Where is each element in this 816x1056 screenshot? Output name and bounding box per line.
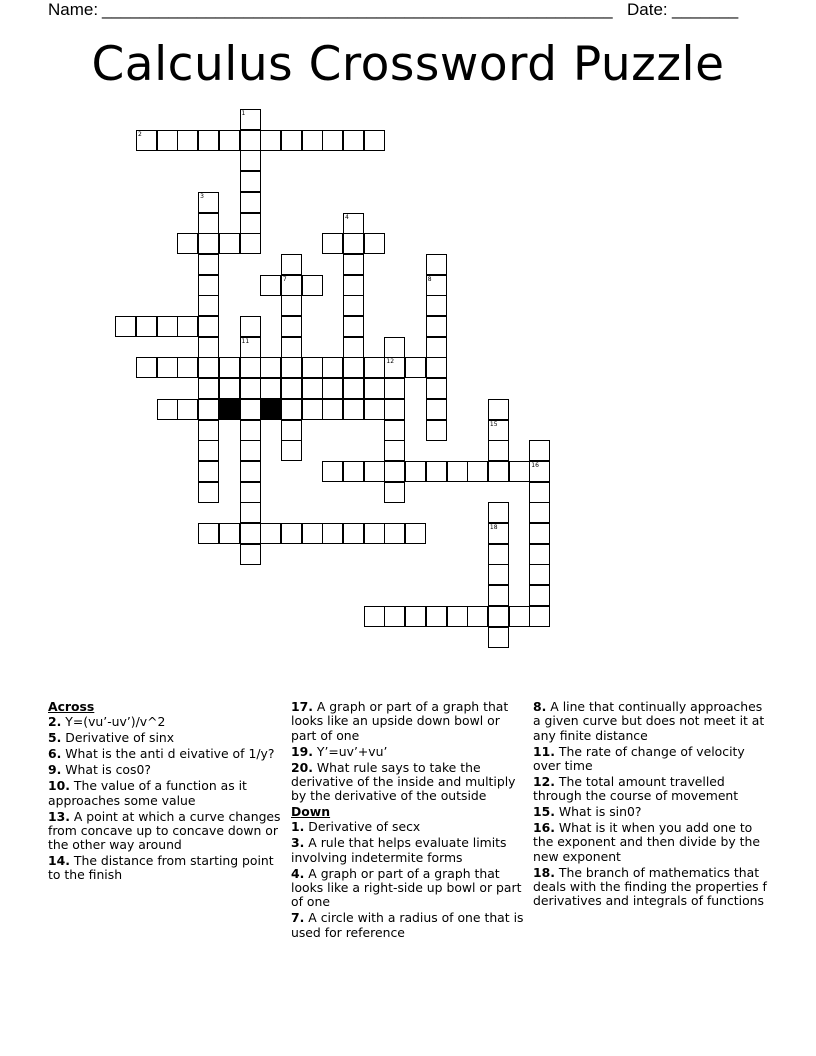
clue-number: 3 xyxy=(200,192,204,200)
grid-cell[interactable] xyxy=(198,482,219,503)
clue-item xyxy=(48,747,284,761)
grid-cell[interactable] xyxy=(302,399,323,420)
clue-number: 11. xyxy=(533,743,555,759)
clue-number: 19. xyxy=(291,743,313,759)
grid-cell[interactable] xyxy=(426,420,447,441)
grid-cell[interactable] xyxy=(240,171,261,192)
clue-item xyxy=(533,866,769,909)
grid-cell[interactable] xyxy=(198,213,219,234)
grid-cell[interactable] xyxy=(302,275,323,296)
clue-number: 15. xyxy=(533,804,555,820)
grid-cell[interactable] xyxy=(302,130,323,151)
grid-cell[interactable] xyxy=(529,440,550,461)
grid-cell[interactable] xyxy=(281,130,302,151)
grid-cell[interactable] xyxy=(177,316,198,337)
grid-cell[interactable] xyxy=(240,357,261,378)
grid-cell[interactable] xyxy=(240,378,261,399)
grid-cell[interactable] xyxy=(488,627,509,648)
clue-text: A line that continually approaches a given curve but does not meet it at any finite distance xyxy=(533,699,765,743)
clue-number: 13. xyxy=(48,808,70,824)
clue-item xyxy=(291,820,527,834)
clue-item xyxy=(533,745,769,774)
grid-cell[interactable] xyxy=(240,544,261,565)
grid-cell[interactable] xyxy=(281,254,302,275)
clue-text: Derivative of sinx xyxy=(61,730,175,746)
grid-cell[interactable] xyxy=(240,233,261,254)
grid-cell[interactable] xyxy=(426,606,447,627)
grid-cell[interactable] xyxy=(219,523,240,544)
clue-number: 18 xyxy=(489,524,498,531)
grid-cell[interactable] xyxy=(198,420,219,441)
grid-cell[interactable] xyxy=(219,357,240,378)
grid-cell[interactable] xyxy=(405,461,426,482)
grid-cell[interactable] xyxy=(198,357,219,378)
grid-cell[interactable] xyxy=(529,606,550,627)
clue-text: Y’=uv’+vu’ xyxy=(312,743,388,759)
down-clue-list xyxy=(291,820,527,939)
grid-cell[interactable] xyxy=(240,523,261,544)
grid-cell[interactable] xyxy=(157,399,178,420)
grid-cell[interactable] xyxy=(343,378,364,399)
grid-cell[interactable] xyxy=(198,192,219,213)
down-clue-list-continued xyxy=(533,700,769,909)
clue-item xyxy=(48,731,284,745)
clue-item xyxy=(48,854,284,883)
grid-cell[interactable] xyxy=(384,357,405,378)
grid-cell[interactable] xyxy=(384,523,405,544)
grid-cell[interactable] xyxy=(136,357,157,378)
grid-cell[interactable] xyxy=(302,378,323,399)
clue-text: What is it when you add one to the exponent and then divide by the new exponent xyxy=(533,820,760,864)
grid-cell[interactable] xyxy=(322,523,343,544)
grid-cell[interactable] xyxy=(488,585,509,606)
grid-cell[interactable] xyxy=(198,337,219,358)
grid-cell[interactable] xyxy=(529,461,550,482)
clue-text: The total amount travelled through the course of movement xyxy=(533,773,739,804)
clue-text: The distance from starting point to the finish xyxy=(48,853,274,883)
grid-cell[interactable] xyxy=(260,378,281,399)
grid-cell[interactable] xyxy=(281,357,302,378)
grid-cell[interactable] xyxy=(488,606,509,627)
grid-cell[interactable] xyxy=(426,254,447,275)
black-cell xyxy=(260,399,281,420)
grid-cell[interactable] xyxy=(405,357,426,378)
clue-number: 18. xyxy=(533,864,555,880)
grid-cell[interactable] xyxy=(529,502,550,523)
grid-cell[interactable] xyxy=(529,523,550,544)
clue-number: 15 xyxy=(489,420,498,428)
grid-cell[interactable] xyxy=(198,399,219,420)
grid-cell[interactable] xyxy=(488,544,509,565)
grid-cell[interactable] xyxy=(302,523,323,544)
grid-cell[interactable] xyxy=(343,316,364,337)
down-heading: Down xyxy=(291,804,331,820)
grid-cell[interactable] xyxy=(219,233,240,254)
grid-cell[interactable] xyxy=(240,502,261,523)
grid-cell[interactable] xyxy=(384,461,405,482)
grid-cell[interactable] xyxy=(240,130,261,151)
grid-cell[interactable] xyxy=(240,213,261,234)
black-cell xyxy=(219,399,240,420)
clue-number: 1 xyxy=(241,110,246,117)
clue-number: 8. xyxy=(533,699,547,714)
clue-number: 4 xyxy=(345,213,349,221)
grid-cell[interactable] xyxy=(240,150,261,171)
page-title: Calculus Crossword Puzzle xyxy=(91,37,725,92)
grid-cell[interactable] xyxy=(426,399,447,420)
grid-cell[interactable] xyxy=(157,357,178,378)
grid-cell[interactable] xyxy=(426,316,447,337)
grid-cell[interactable] xyxy=(343,357,364,378)
grid-cell[interactable] xyxy=(198,316,219,337)
grid-cell[interactable] xyxy=(322,130,343,151)
grid-cell[interactable] xyxy=(343,523,364,544)
grid-cell[interactable] xyxy=(198,523,219,544)
clue-number: 10. xyxy=(48,778,70,794)
grid-cell[interactable] xyxy=(509,461,530,482)
grid-cell[interactable] xyxy=(157,316,178,337)
grid-cell[interactable] xyxy=(529,544,550,565)
clue-text: The branch of mathematics that deals with the finding the properties f derivatives and integrals of functions xyxy=(533,864,767,909)
clue-text: A rule that helps evaluate limits involving indetermite forms xyxy=(291,835,507,865)
grid-cell[interactable] xyxy=(302,357,323,378)
grid-cell[interactable] xyxy=(281,523,302,544)
grid-cell[interactable] xyxy=(405,523,426,544)
grid-cell[interactable] xyxy=(322,233,343,254)
clue-number: 20. xyxy=(291,759,313,775)
clue-item xyxy=(533,805,769,819)
grid-cell[interactable] xyxy=(364,606,385,627)
across-heading: Across xyxy=(48,699,95,714)
grid-cell[interactable] xyxy=(136,130,157,151)
clue-item xyxy=(291,700,527,743)
clue-item xyxy=(291,911,527,940)
clue-item xyxy=(291,745,527,759)
clue-number: 11 xyxy=(241,337,250,345)
clue-number: 2. xyxy=(48,714,62,730)
grid-cell[interactable] xyxy=(426,275,447,296)
clue-item xyxy=(48,715,284,729)
grid-cell[interactable] xyxy=(509,606,530,627)
grid-cell[interactable] xyxy=(447,606,468,627)
grid-cell[interactable] xyxy=(240,461,261,482)
grid-cell[interactable] xyxy=(198,378,219,399)
across-clue-list xyxy=(48,715,284,882)
grid-cell[interactable] xyxy=(136,316,157,337)
clue-number: 7. xyxy=(291,910,305,926)
grid-cell[interactable] xyxy=(384,606,405,627)
date-field[interactable]: _______ xyxy=(672,0,739,19)
grid-cell[interactable] xyxy=(384,337,405,358)
grid-cell[interactable] xyxy=(384,420,405,441)
grid-cell[interactable] xyxy=(488,440,509,461)
grid-cell[interactable] xyxy=(281,337,302,358)
grid-cell[interactable] xyxy=(343,295,364,316)
clue-item xyxy=(48,810,284,853)
grid-cell[interactable] xyxy=(240,399,261,420)
grid-cell[interactable] xyxy=(467,606,488,627)
clue-text: What is the anti d eivative of 1/y? xyxy=(61,746,275,762)
grid-cell[interactable] xyxy=(260,523,281,544)
grid-cell[interactable] xyxy=(198,254,219,275)
clue-number: 8 xyxy=(427,275,432,283)
grid-cell[interactable] xyxy=(240,482,261,503)
grid-cell[interactable] xyxy=(426,357,447,378)
grid-cell[interactable] xyxy=(426,378,447,399)
grid-cell[interactable] xyxy=(177,399,198,420)
clue-item xyxy=(291,761,527,804)
clue-item xyxy=(533,775,769,804)
grid-cell[interactable] xyxy=(488,461,509,482)
grid-cell[interactable] xyxy=(198,130,219,151)
grid-cell[interactable] xyxy=(364,233,385,254)
grid-cell[interactable] xyxy=(405,606,426,627)
grid-cell[interactable] xyxy=(240,337,261,358)
grid-cell[interactable] xyxy=(529,585,550,606)
grid-cell[interactable] xyxy=(219,378,240,399)
clue-number: 6. xyxy=(48,746,62,762)
grid-cell[interactable] xyxy=(198,233,219,254)
clue-number: 5. xyxy=(48,730,62,746)
clue-text: What is cos0? xyxy=(61,762,151,778)
grid-cell[interactable] xyxy=(198,295,219,316)
clue-item xyxy=(291,867,527,910)
grid-cell[interactable] xyxy=(343,399,364,420)
grid-cell[interactable] xyxy=(281,275,302,296)
grid-cell[interactable] xyxy=(384,440,405,461)
clue-text: A point at which a curve changes from concave up to concave down or the other way around xyxy=(48,808,281,853)
grid-cell[interactable] xyxy=(426,337,447,358)
grid-cell[interactable] xyxy=(219,130,240,151)
clue-number: 14. xyxy=(48,853,70,869)
grid-cell[interactable] xyxy=(364,461,385,482)
grid-cell[interactable] xyxy=(343,275,364,296)
grid-cell[interactable] xyxy=(364,357,385,378)
grid-cell[interactable] xyxy=(322,399,343,420)
grid-cell[interactable] xyxy=(488,502,509,523)
clue-text: A circle with a radius of one that is used for reference xyxy=(291,910,524,940)
clues-column-3 xyxy=(533,700,769,910)
clue-number: 12. xyxy=(533,773,555,789)
grid-cell[interactable] xyxy=(177,130,198,151)
grid-cell[interactable] xyxy=(343,233,364,254)
clue-item xyxy=(533,821,769,864)
grid-cell[interactable] xyxy=(529,482,550,503)
grid-cell[interactable] xyxy=(281,378,302,399)
grid-cell[interactable] xyxy=(384,399,405,420)
grid-cell[interactable] xyxy=(364,399,385,420)
grid-cell[interactable] xyxy=(426,295,447,316)
clue-item xyxy=(533,700,769,743)
clue-text: A graph or part of a graph that looks like an upside down bowl or part of one xyxy=(291,699,509,743)
clue-number: 16 xyxy=(531,461,539,469)
grid-cell[interactable] xyxy=(198,275,219,296)
grid-cell[interactable] xyxy=(364,130,385,151)
grid-cell[interactable] xyxy=(198,461,219,482)
grid-cell[interactable] xyxy=(115,316,136,337)
grid-cell[interactable] xyxy=(343,461,364,482)
clue-item xyxy=(291,836,527,865)
clue-number: 1. xyxy=(291,819,305,835)
clue-text: What rule says to take the derivative of the inside and multiply by the derivative of the outside xyxy=(291,759,516,804)
grid-cell[interactable] xyxy=(240,440,261,461)
grid-cell[interactable] xyxy=(198,440,219,461)
clue-number: 4. xyxy=(291,865,305,881)
grid-cell[interactable] xyxy=(447,461,468,482)
grid-cell[interactable] xyxy=(488,564,509,585)
grid-cell[interactable] xyxy=(157,130,178,151)
grid-cell[interactable] xyxy=(364,378,385,399)
grid-cell[interactable] xyxy=(488,420,509,441)
date-label: Date: xyxy=(627,0,668,19)
grid-cell[interactable] xyxy=(281,399,302,420)
grid-cell[interactable] xyxy=(281,440,302,461)
clue-number: 16. xyxy=(533,820,555,836)
grid-cell[interactable] xyxy=(281,295,302,316)
grid-cell[interactable] xyxy=(343,254,364,275)
clue-number: 2 xyxy=(138,130,142,138)
clues-column-1 xyxy=(48,700,284,884)
clue-text: Derivative of secx xyxy=(304,819,421,835)
grid-cell[interactable] xyxy=(177,357,198,378)
grid-cell[interactable] xyxy=(281,420,302,441)
grid-cell[interactable] xyxy=(384,378,405,399)
clue-item xyxy=(48,763,284,777)
grid-cell[interactable] xyxy=(488,523,509,544)
clue-number: 17. xyxy=(291,699,313,714)
grid-cell[interactable] xyxy=(322,461,343,482)
clue-text: Y=(vu’-uv’)/v^2 xyxy=(61,714,166,730)
grid-cell[interactable] xyxy=(426,461,447,482)
grid-cell[interactable] xyxy=(343,130,364,151)
clue-number: 9. xyxy=(48,762,62,778)
clue-text: The rate of change of velocity over time xyxy=(533,743,745,773)
grid-cell[interactable] xyxy=(177,233,198,254)
grid-cell[interactable] xyxy=(322,357,343,378)
grid-cell[interactable] xyxy=(384,482,405,503)
grid-cell[interactable] xyxy=(281,316,302,337)
grid-cell[interactable] xyxy=(322,378,343,399)
grid-cell[interactable] xyxy=(467,461,488,482)
grid-cell[interactable] xyxy=(529,564,550,585)
name-label: Name: xyxy=(48,0,99,19)
clue-number: 7 xyxy=(282,275,287,283)
clue-number: 12 xyxy=(386,358,395,366)
clue-item xyxy=(48,779,284,808)
grid-cell[interactable] xyxy=(240,316,261,337)
grid-cell[interactable] xyxy=(364,523,385,544)
clue-number: 3. xyxy=(291,835,305,851)
grid-cell[interactable] xyxy=(260,357,281,378)
grid-cell[interactable] xyxy=(260,130,281,151)
grid-cell[interactable] xyxy=(240,109,261,130)
name-field[interactable]: ______________________________________________________ xyxy=(102,0,613,19)
clue-text: A graph or part of a graph that looks like a right-side up bowl or part of one xyxy=(291,865,522,910)
grid-cell[interactable] xyxy=(343,337,364,358)
grid-cell[interactable] xyxy=(240,192,261,213)
across-clue-list-continued xyxy=(291,700,527,803)
grid-cell[interactable] xyxy=(488,399,509,420)
grid-cell[interactable] xyxy=(240,420,261,441)
clue-text: The value of a function as it approaches some value xyxy=(48,778,247,808)
clue-text: What is sin0? xyxy=(554,804,642,820)
clues-column-2 xyxy=(291,700,527,942)
grid-cell[interactable] xyxy=(343,213,364,234)
grid-cell[interactable] xyxy=(260,275,281,296)
